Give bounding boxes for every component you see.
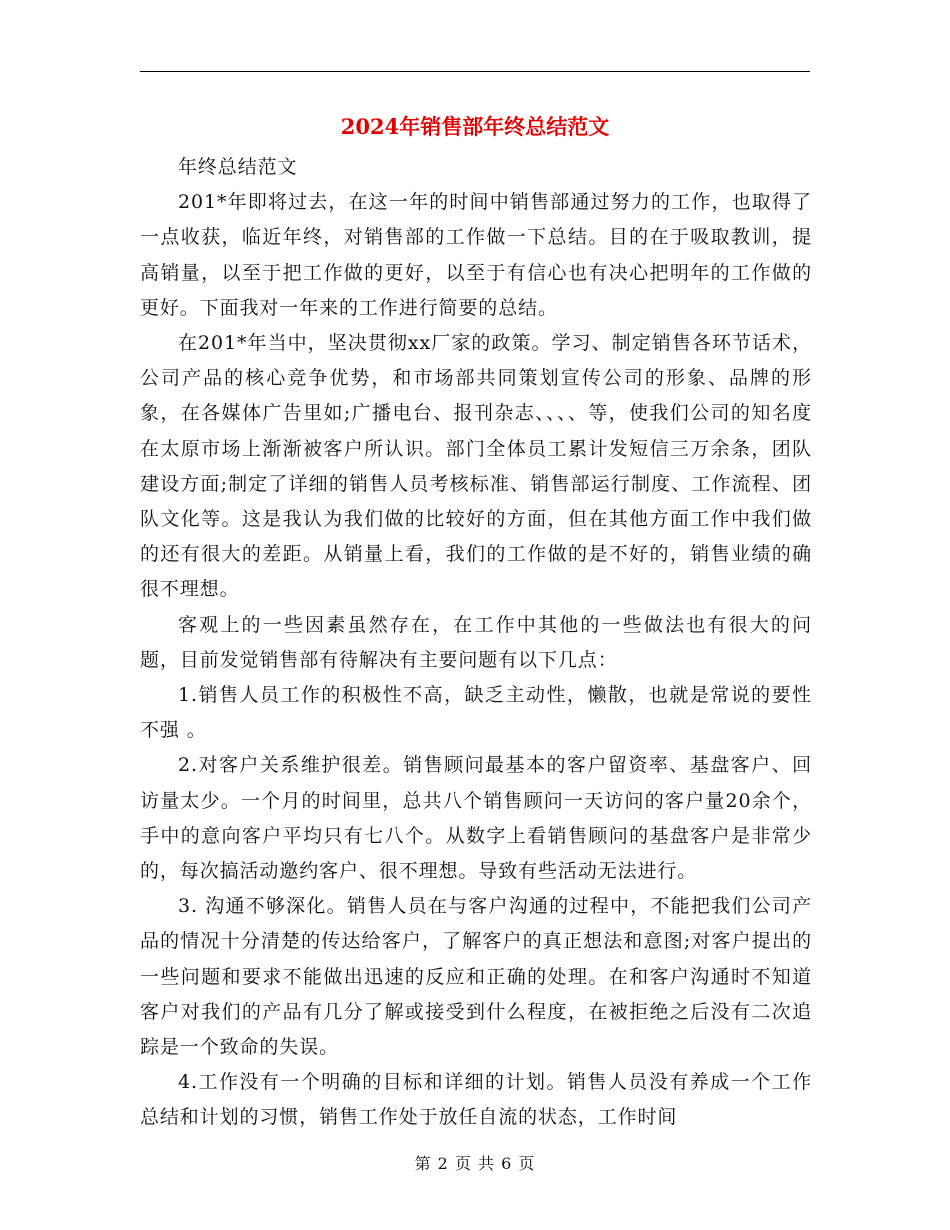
paragraph-problem-4: 4.工作没有一个明确的目标和详细的计划。销售人员没有养成一个工作总结和计划的习惯，销售工作处于放任自流的状态，工作时间 xyxy=(140,1071,812,1129)
header-rule xyxy=(140,71,810,72)
paragraph-problems-intro: 客观上的一些因素虽然存在，在工作中其他的一些做法也有很大的问题，目前发觉销售部有待解决有主要问题有以下几点： xyxy=(140,613,812,671)
paragraph-problem-2: 2.对客户关系维护很差。销售顾问最基本的客户留资率、基盘客户、回访量太少。一个月的时间里，总共八个销售顾问一天访问的客户量20余个，手中的意向客户平均只有七八个。从数字上看销售顾问的基盘客户是非常少的，每次搞活动邀约客户、很不理想。导致有些活动无法进行。 xyxy=(140,754,812,883)
document-body xyxy=(140,150,812,1136)
paragraph-intro: 201*年即将过去，在这一年的时间中销售部通过努力的工作，也取得了一点收获，临近年终，对销售部的工作做一下总结。目的在于吸取教训，提高销量，以至于把工作做的更好，以至于有信心也有决心把明年的工作做的更好。下面我对一年来的工作进行简要的总结。 xyxy=(140,191,812,319)
paragraph-achievements: 在201*年当中，坚决贯彻xx厂家的政策。学习、制定销售各环节话术，公司产品的核心竞争优势，和市场部共同策划宣传公司的形象、品牌的形象，在各媒体广告里如;广播电台、报刊杂志、、、、等，使我们公司的知名度在太原市场上渐渐被客户所认识。部门全体员工累计发短信三万余条，团队建设方面;制定了详细的销售人员考核标准、销售部运行制度、工作流程、团队文化等。这是我认为我们做的比较好的方面，但在其他方面工作中我们做的还有很大的差距。从销量上看，我们的工作做的是不好的，销售业绩的确很不理想。 xyxy=(140,332,812,601)
paragraph-subtitle: 年终总结范文 xyxy=(178,156,298,178)
page-number-footer: 第 2 页 共 6 页 xyxy=(414,1154,536,1173)
paragraph-problem-1: 1.销售人员工作的积极性不高，缺乏主动性，懒散，也就是常说的要性不强 。 xyxy=(140,684,812,742)
paragraph-problem-3: 3. 沟通不够深化。销售人员在与客户沟通的过程中，不能把我们公司产品的情况十分清楚的传达给客户，了解客户的真正想法和意图;对客户提出的一些问题和要求不能做出迅速的反应和正确的处理。在和客户沟通时不知道客户对我们的产品有几分了解或接受到什么程度，在被拒绝之后没有二次追踪是一个致命的失误。 xyxy=(140,895,812,1059)
document-title: 2024年销售部年终总结范文 xyxy=(340,114,610,139)
